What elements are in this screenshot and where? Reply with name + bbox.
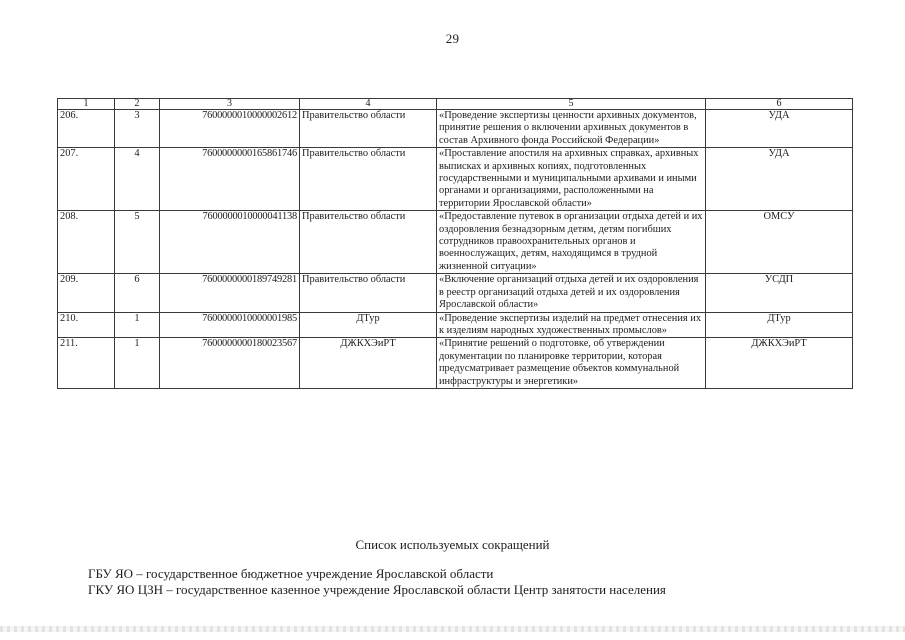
row-number-cell: 209.: [58, 274, 115, 312]
abbreviation-item: ГБУ ЯО – государственное бюджетное учреждение Ярославской области: [88, 566, 494, 581]
row-number-cell: 206.: [58, 110, 115, 148]
service-name-cell: «Предоставление путевок в организации отдыха детей и их оздоровления безнадзорным детям, детям погибших сотрудников правоохранительных органов и военнослужащих, детям, находящимся в трудной жизненной ситуации»: [437, 211, 706, 274]
sub-number-cell: 4: [115, 148, 160, 211]
service-name-cell: «Проведение экспертизы изделий на предмет отнесения их к изделиям народных художественных промыслов»: [437, 312, 706, 338]
table-row: [58, 211, 853, 274]
table-row: [58, 110, 853, 148]
service-code-cell: 7600000000189749281: [160, 274, 300, 312]
executor-cell: УДА: [706, 148, 853, 211]
service-code-cell: 7600000010000002612: [160, 110, 300, 148]
table-row: [58, 148, 853, 211]
sub-number-cell: 1: [115, 312, 160, 338]
row-number-cell: 207.: [58, 148, 115, 211]
service-name-cell: «Принятие решений о подготовке, об утверждении документации по планировке территории, которая предусматривает размещение объектов коммунальной инфраструктуры и энергетики»: [437, 338, 706, 389]
column-header-2: 2: [115, 99, 160, 110]
service-code-cell: 7600000010000041138: [160, 211, 300, 274]
authority-cell: Правительство области: [300, 148, 437, 211]
authority-cell: Правительство области: [300, 110, 437, 148]
column-header-3: 3: [160, 99, 300, 110]
service-code-cell: 7600000000165861746: [160, 148, 300, 211]
row-number-cell: 210.: [58, 312, 115, 338]
abbreviations-title: Список используемых сокращений: [355, 537, 550, 552]
authority-cell: Правительство области: [300, 211, 437, 274]
service-name-cell: «Включение организаций отдыха детей и их оздоровления в реестр организаций отдыха детей и их оздоровления Ярославской области»: [437, 274, 706, 312]
row-number-cell: 208.: [58, 211, 115, 274]
authority-cell: ДТур: [300, 312, 437, 338]
column-header-6: 6: [706, 99, 853, 110]
service-name-cell: «Проведение экспертизы ценности архивных документов, принятие решения о включении архивных документов в состав Архивного фонда Российской Федерации»: [437, 110, 706, 148]
column-header-5: 5: [437, 99, 706, 110]
executor-cell: ОМСУ: [706, 211, 853, 274]
sub-number-cell: 1: [115, 338, 160, 389]
service-name-cell: «Проставление апостиля на архивных справках, архивных выписках и архивных копиях, подготовленных государственными и муниципальными архивами и иными органами и организациями, расположенными на территории Ярославской области»: [437, 148, 706, 211]
sub-number-cell: 3: [115, 110, 160, 148]
row-number-cell: 211.: [58, 338, 115, 389]
sub-number-cell: 5: [115, 211, 160, 274]
executor-cell: ДТур: [706, 312, 853, 338]
executor-cell: УСДП: [706, 274, 853, 312]
column-header-4: 4: [300, 99, 437, 110]
page-number: 29: [445, 31, 460, 46]
table-header-row: [58, 99, 853, 110]
authority-cell: Правительство области: [300, 274, 437, 312]
table-row: [58, 312, 853, 338]
table-row: [58, 338, 853, 389]
table-row: [58, 274, 853, 312]
service-code-cell: 7600000010000001985: [160, 312, 300, 338]
column-header-1: 1: [58, 99, 115, 110]
service-code-cell: 7600000000180023567: [160, 338, 300, 389]
authority-cell: ДЖКХЭиРТ: [300, 338, 437, 389]
executor-cell: ДЖКХЭиРТ: [706, 338, 853, 389]
abbreviation-item: ГКУ ЯО ЦЗН – государственное казенное учреждение Ярославской области Центр занятости населения: [88, 582, 666, 597]
executor-cell: УДА: [706, 110, 853, 148]
scan-edge-artifact: [0, 626, 905, 632]
sub-number-cell: 6: [115, 274, 160, 312]
services-table: [57, 98, 853, 389]
